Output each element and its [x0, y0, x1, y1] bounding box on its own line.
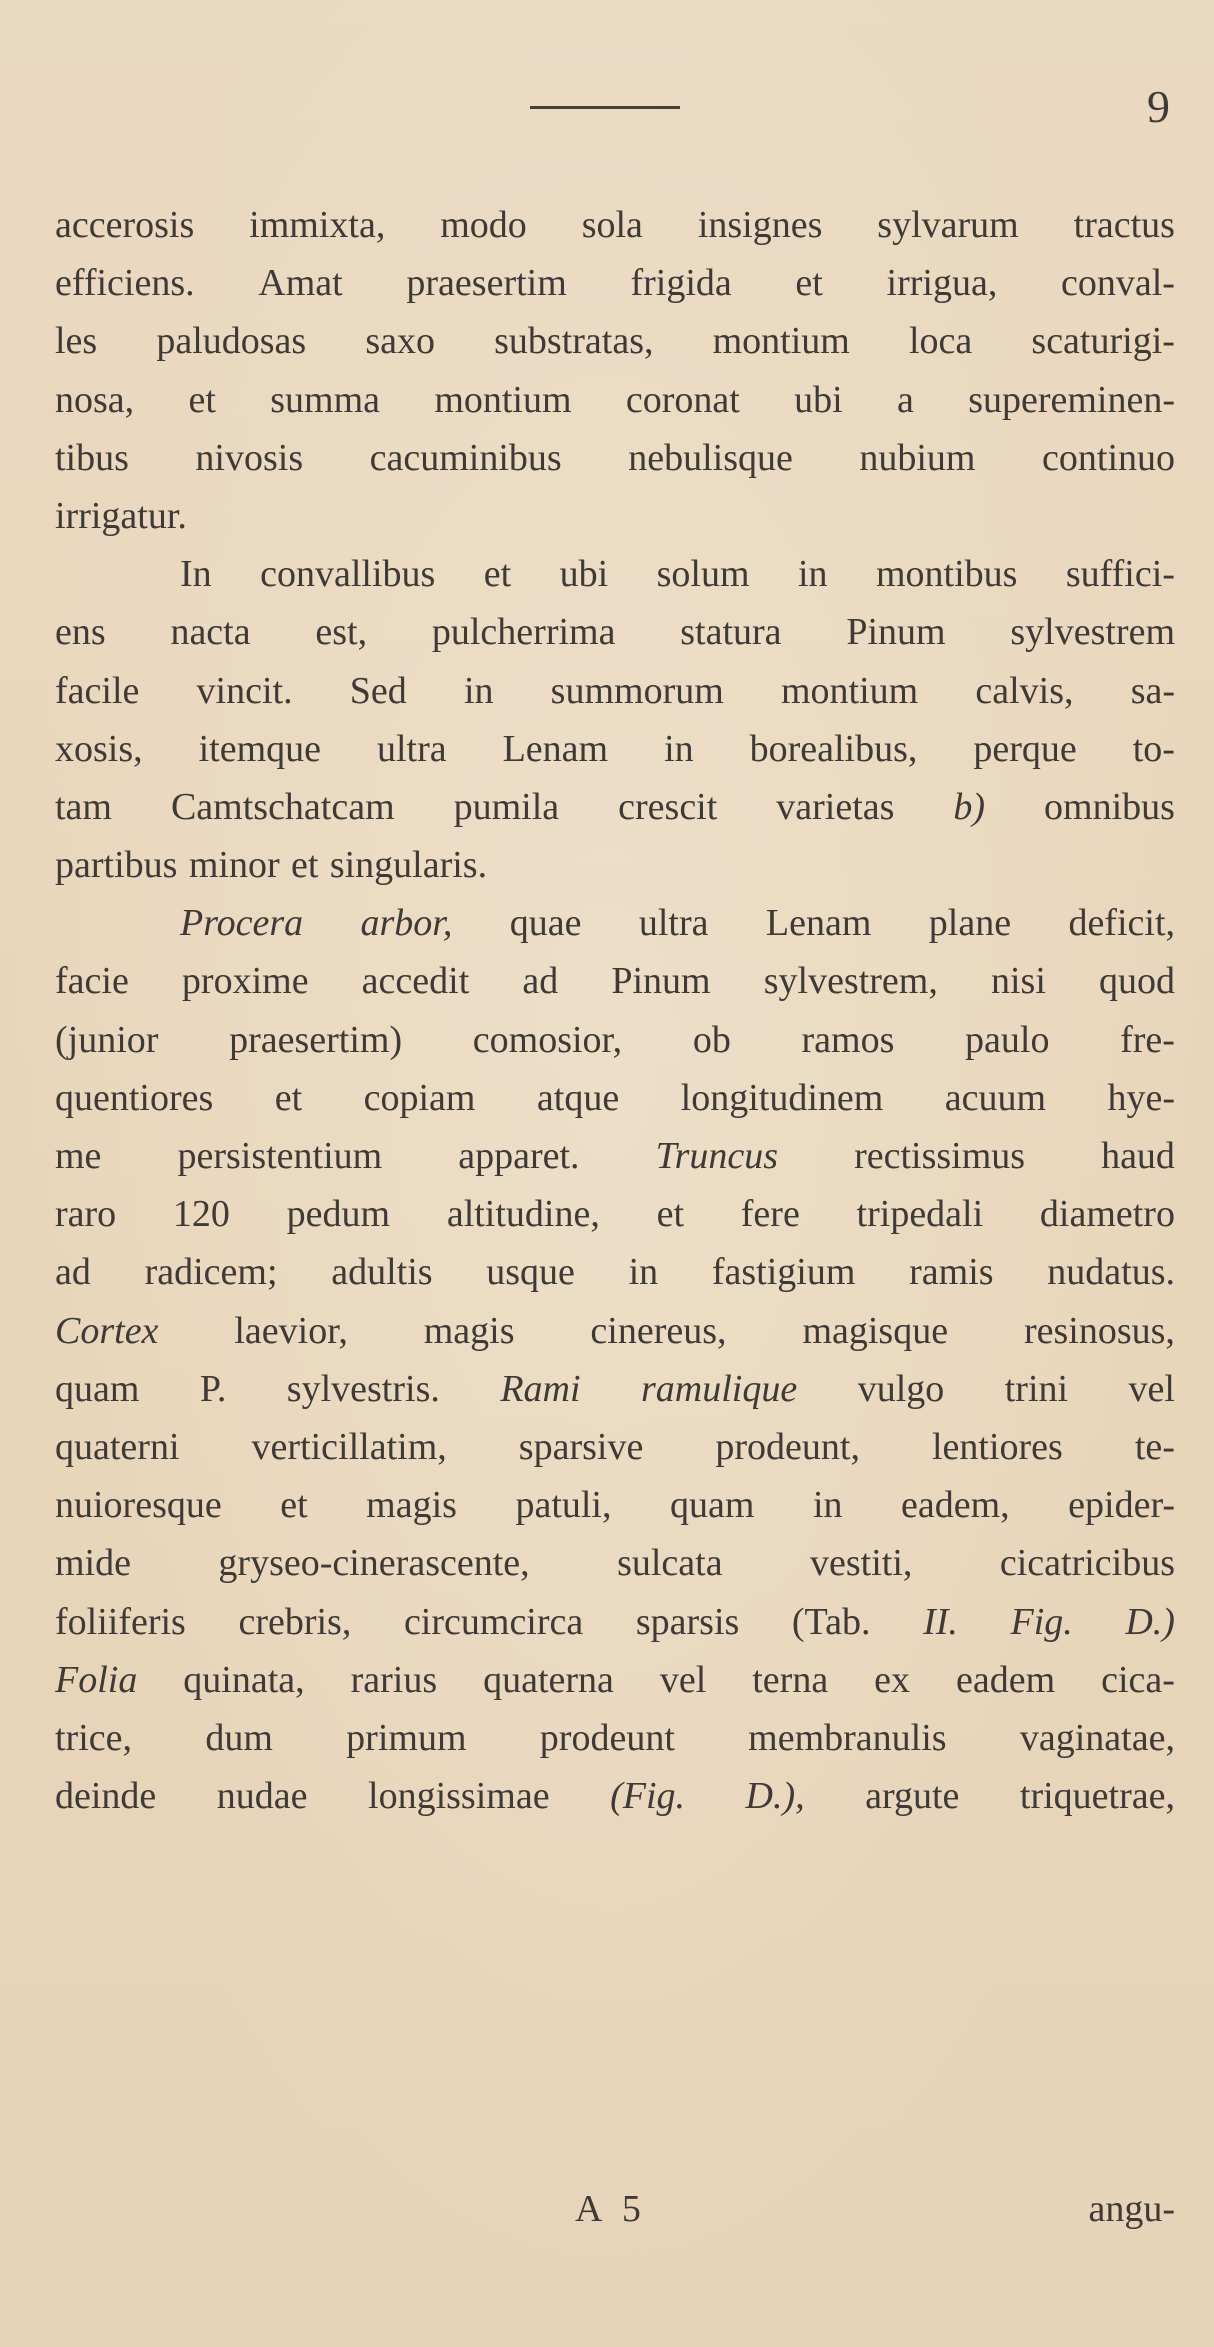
text-word: in	[628, 1251, 659, 1294]
text-word: efficiens.	[55, 262, 195, 305]
text-word: gryseo-cinerascente,	[218, 1542, 530, 1585]
text-word: montium	[780, 669, 919, 712]
text-word: mide	[55, 1542, 131, 1585]
text-word: nisi	[990, 960, 1046, 1003]
text-word: nudae	[216, 1775, 308, 1818]
text-line	[55, 1243, 1175, 1301]
text-line	[55, 662, 1175, 720]
text-word: pedum	[286, 1193, 391, 1236]
text-word: nivosis	[195, 436, 304, 479]
text-word: 120	[172, 1193, 230, 1236]
text-word: facie	[55, 960, 129, 1003]
text-word: conval-	[1061, 262, 1175, 305]
text-word: quod	[1098, 960, 1175, 1003]
text-word: ultra	[376, 727, 447, 770]
text-word: magis	[366, 1484, 457, 1527]
text-word: ob	[692, 1018, 731, 1061]
text-word: sparsive	[518, 1425, 644, 1468]
text-word: Folia	[55, 1658, 138, 1701]
text-line	[55, 778, 1175, 836]
text-word: sylvarum	[877, 204, 1019, 246]
text-word: copiam	[363, 1076, 476, 1119]
text-word: vestiti,	[810, 1542, 913, 1585]
text-word: crebris,	[238, 1600, 352, 1643]
text-word: II.	[923, 1600, 958, 1643]
text-word: vincit.	[196, 669, 293, 712]
text-word: cacuminibus	[369, 436, 562, 479]
text-word: proxime	[181, 960, 309, 1003]
text-word: summa	[270, 378, 380, 421]
text-word: sylvestrem	[1010, 611, 1175, 654]
text-word: et	[483, 553, 512, 596]
text-word: tam	[55, 785, 112, 828]
text-word: cicatricibus	[999, 1542, 1175, 1585]
text-word: sparsis	[635, 1600, 740, 1643]
text-word: nuioresque	[55, 1484, 222, 1527]
text-word: ad	[522, 960, 559, 1003]
text-word: continuo	[1042, 436, 1175, 479]
text-word: (Tab.	[791, 1600, 871, 1643]
text-word: praesertim	[406, 262, 567, 305]
text-word: Truncus	[655, 1135, 779, 1177]
text-word: calvis,	[975, 669, 1074, 712]
text-word: borealibus,	[749, 727, 918, 770]
text-word: ex	[874, 1658, 911, 1701]
text-word: singularis.	[329, 844, 488, 887]
text-word: to-	[1132, 727, 1175, 770]
text-word: ramos	[801, 1018, 895, 1061]
text-word: vel	[1128, 1367, 1175, 1410]
text-line	[55, 1593, 1175, 1651]
text-word: prodeunt,	[715, 1425, 860, 1468]
text-word: ramulique	[641, 1367, 798, 1410]
text-word: les	[55, 320, 98, 363]
text-word: vel	[659, 1658, 707, 1701]
text-word: sa-	[1130, 669, 1175, 712]
text-line	[55, 429, 1175, 487]
text-word: scaturigi-	[1031, 320, 1175, 363]
text-word: supereminen-	[968, 378, 1175, 421]
signature-mark: A 5	[575, 2188, 647, 2230]
text-word: foliiferis	[55, 1600, 186, 1643]
text-word: usque	[486, 1251, 575, 1294]
text-word: Pinum	[611, 960, 711, 1003]
text-word: et	[291, 844, 319, 887]
text-word: statura	[680, 611, 782, 654]
text-word: frigida	[630, 262, 732, 305]
text-word: saxo	[365, 320, 435, 363]
text-word: sola	[581, 204, 643, 246]
text-word: a	[897, 378, 914, 421]
text-word: et	[656, 1193, 685, 1236]
text-word: accedit	[361, 960, 470, 1003]
text-word: nudatus.	[1047, 1251, 1175, 1294]
text-word: raro	[55, 1193, 117, 1236]
text-word: pulcherrima	[431, 611, 616, 654]
text-line	[55, 1185, 1175, 1243]
text-word: nubium	[859, 436, 976, 479]
text-word: lentiores	[931, 1425, 1063, 1468]
text-word: quae	[509, 902, 582, 945]
text-word: trice,	[55, 1716, 133, 1759]
text-word: sylvestris.	[286, 1367, 440, 1410]
text-word: membranulis	[748, 1716, 947, 1759]
text-word: (junior	[55, 1018, 159, 1061]
text-word: radicem;	[144, 1251, 278, 1294]
text-word: in	[664, 727, 694, 770]
text-word: eadem	[955, 1658, 1056, 1701]
text-line	[55, 603, 1175, 661]
header-rule	[530, 106, 680, 109]
text-word: eadem,	[901, 1484, 1010, 1527]
text-word: ramis	[909, 1251, 994, 1294]
text-word: diametro	[1039, 1193, 1175, 1236]
text-word: immixta,	[249, 204, 386, 246]
text-word: fre-	[1120, 1018, 1175, 1061]
text-word: accerosis	[55, 204, 195, 246]
text-word: (Fig.	[610, 1775, 686, 1818]
text-word: hye-	[1107, 1076, 1175, 1119]
text-word: partibus	[55, 844, 178, 887]
text-word: cinereus,	[590, 1309, 727, 1352]
text-word: irrigatur.	[55, 494, 187, 537]
page-footer	[55, 2180, 1175, 2240]
text-word: et	[274, 1076, 303, 1119]
text-line	[55, 1011, 1175, 1069]
text-word: Rami	[500, 1367, 581, 1410]
text-word: P.	[199, 1367, 227, 1410]
text-word: Sed	[349, 669, 407, 712]
text-line	[55, 545, 1175, 603]
text-word: b)	[953, 785, 986, 828]
text-word: In	[180, 553, 212, 596]
text-word: convallibus	[260, 553, 436, 596]
text-word: triquetrae,	[1019, 1775, 1175, 1818]
text-word: Lenam	[765, 902, 872, 945]
text-word: quaterni	[55, 1425, 180, 1468]
text-word: fere	[740, 1193, 800, 1236]
text-word: epider-	[1068, 1484, 1175, 1527]
text-word: Amat	[258, 262, 343, 305]
text-word: Lenam	[502, 727, 609, 770]
text-word: laevior,	[234, 1309, 348, 1352]
text-word: montium	[434, 378, 572, 421]
text-word: nosa,	[55, 378, 135, 421]
text-word: te-	[1134, 1425, 1175, 1468]
text-word: omnibus	[1044, 785, 1175, 828]
text-word: haud	[1101, 1135, 1175, 1177]
text-word: montibus	[875, 553, 1018, 596]
text-word: Pinum	[846, 611, 946, 654]
text-word: Fig.	[1010, 1600, 1073, 1643]
text-line	[55, 1709, 1175, 1767]
text-word: Cortex	[55, 1309, 159, 1352]
text-word: Procera	[180, 902, 304, 945]
text-word: modo	[440, 204, 527, 246]
text-word: verticillatim,	[251, 1425, 447, 1468]
text-word: quam	[670, 1484, 755, 1527]
text-word: et	[795, 262, 823, 305]
text-word: magis	[423, 1309, 515, 1352]
text-word: tripedali	[856, 1193, 984, 1236]
text-word: tibus	[55, 436, 129, 479]
text-word: ad	[55, 1251, 91, 1294]
text-word: coronat	[625, 378, 740, 421]
text-word: dum	[205, 1716, 273, 1759]
text-word: sylvestrem,	[763, 960, 938, 1003]
text-word: longissimae	[368, 1775, 550, 1818]
text-line	[55, 1069, 1175, 1127]
text-word: pumila	[453, 785, 560, 828]
text-line	[55, 1534, 1175, 1592]
text-line	[55, 1767, 1175, 1825]
text-word: patuli,	[515, 1484, 612, 1527]
text-line	[55, 1476, 1175, 1534]
text-word: magisque	[802, 1309, 949, 1352]
text-word: insignes	[697, 204, 823, 246]
text-word: xosis,	[55, 727, 143, 770]
text-word: et	[188, 378, 216, 421]
text-word: persistentium	[177, 1135, 383, 1177]
text-word: nebulisque	[628, 436, 793, 479]
text-word: paulo	[965, 1018, 1050, 1061]
text-word: altitudine,	[446, 1193, 600, 1236]
text-word: trini	[1004, 1367, 1069, 1410]
text-word: D.)	[1125, 1600, 1175, 1643]
text-word: suffici-	[1065, 553, 1175, 596]
text-word: deficit,	[1068, 902, 1175, 945]
text-word: in	[812, 1484, 843, 1527]
text-word: D.),	[745, 1775, 805, 1818]
text-word: tractus	[1073, 204, 1175, 246]
text-word: varietas	[776, 785, 895, 828]
text-word: acuum	[944, 1076, 1047, 1119]
text-word: circumcirca	[403, 1600, 584, 1643]
text-line	[55, 487, 1175, 545]
text-word: praesertim)	[229, 1018, 403, 1061]
text-word: itemque	[198, 727, 322, 770]
text-word: est,	[315, 611, 368, 654]
text-line	[55, 836, 1175, 894]
text-word: sulcata	[617, 1542, 723, 1585]
text-word: me	[55, 1135, 102, 1177]
text-word: rectissimus	[854, 1135, 1026, 1177]
text-word: nacta	[170, 611, 251, 654]
text-word: paludosas	[156, 320, 307, 363]
page-number: 9	[1147, 81, 1170, 132]
text-word: Camtschatcam	[170, 785, 395, 828]
text-line	[55, 720, 1175, 778]
text-word: deinde	[55, 1775, 157, 1818]
text-word: adultis	[331, 1251, 433, 1294]
text-line	[55, 1418, 1175, 1476]
text-word: ubi	[559, 553, 609, 596]
text-line	[55, 1651, 1175, 1709]
text-word: vaginatae,	[1019, 1716, 1175, 1759]
text-line	[55, 1360, 1175, 1418]
text-word: ubi	[794, 378, 843, 421]
text-line	[55, 894, 1175, 952]
catchword: angu-	[1088, 2188, 1175, 2230]
text-word: rarius	[350, 1658, 438, 1701]
text-word: comosior,	[472, 1018, 623, 1061]
text-word: substratas,	[494, 320, 654, 363]
text-word: ens	[55, 611, 106, 654]
text-word: in	[797, 553, 828, 596]
text-word: facile	[55, 669, 140, 712]
text-word: quinata,	[183, 1658, 305, 1701]
text-word: montium	[712, 320, 850, 363]
text-word: ultra	[638, 902, 709, 945]
text-word: longitudinem	[680, 1076, 884, 1119]
text-word: minor	[188, 844, 280, 887]
text-word: primum	[346, 1716, 467, 1759]
text-word: vulgo	[857, 1367, 945, 1410]
text-word: irrigua,	[886, 262, 998, 305]
text-word: atque	[536, 1076, 620, 1119]
text-line	[55, 952, 1175, 1010]
text-line	[55, 196, 1175, 254]
text-word: prodeunt	[539, 1716, 675, 1759]
text-word: loca	[908, 320, 973, 363]
text-word: solum	[656, 553, 750, 596]
text-line	[55, 1302, 1175, 1360]
body-text	[55, 196, 1175, 1825]
text-line	[55, 254, 1175, 312]
text-word: in	[463, 669, 494, 712]
text-word: perque	[973, 727, 1077, 770]
text-word: crescit	[618, 785, 718, 828]
text-word: plane	[928, 902, 1012, 945]
text-word: quaterna	[483, 1658, 614, 1701]
text-word: resinosus,	[1023, 1309, 1175, 1352]
text-word: quam	[55, 1367, 140, 1410]
text-word: fastigium	[711, 1251, 856, 1294]
text-line	[55, 371, 1175, 429]
text-word: terna	[752, 1658, 829, 1701]
text-word: et	[280, 1484, 308, 1527]
text-word: argute	[865, 1775, 960, 1818]
text-line	[55, 1127, 1175, 1185]
text-word: cica-	[1101, 1658, 1175, 1701]
text-word: quentiores	[55, 1076, 214, 1119]
text-word: summorum	[550, 669, 724, 712]
text-word: arbor,	[360, 902, 453, 945]
text-line	[55, 312, 1175, 370]
text-word: apparet.	[458, 1135, 580, 1177]
